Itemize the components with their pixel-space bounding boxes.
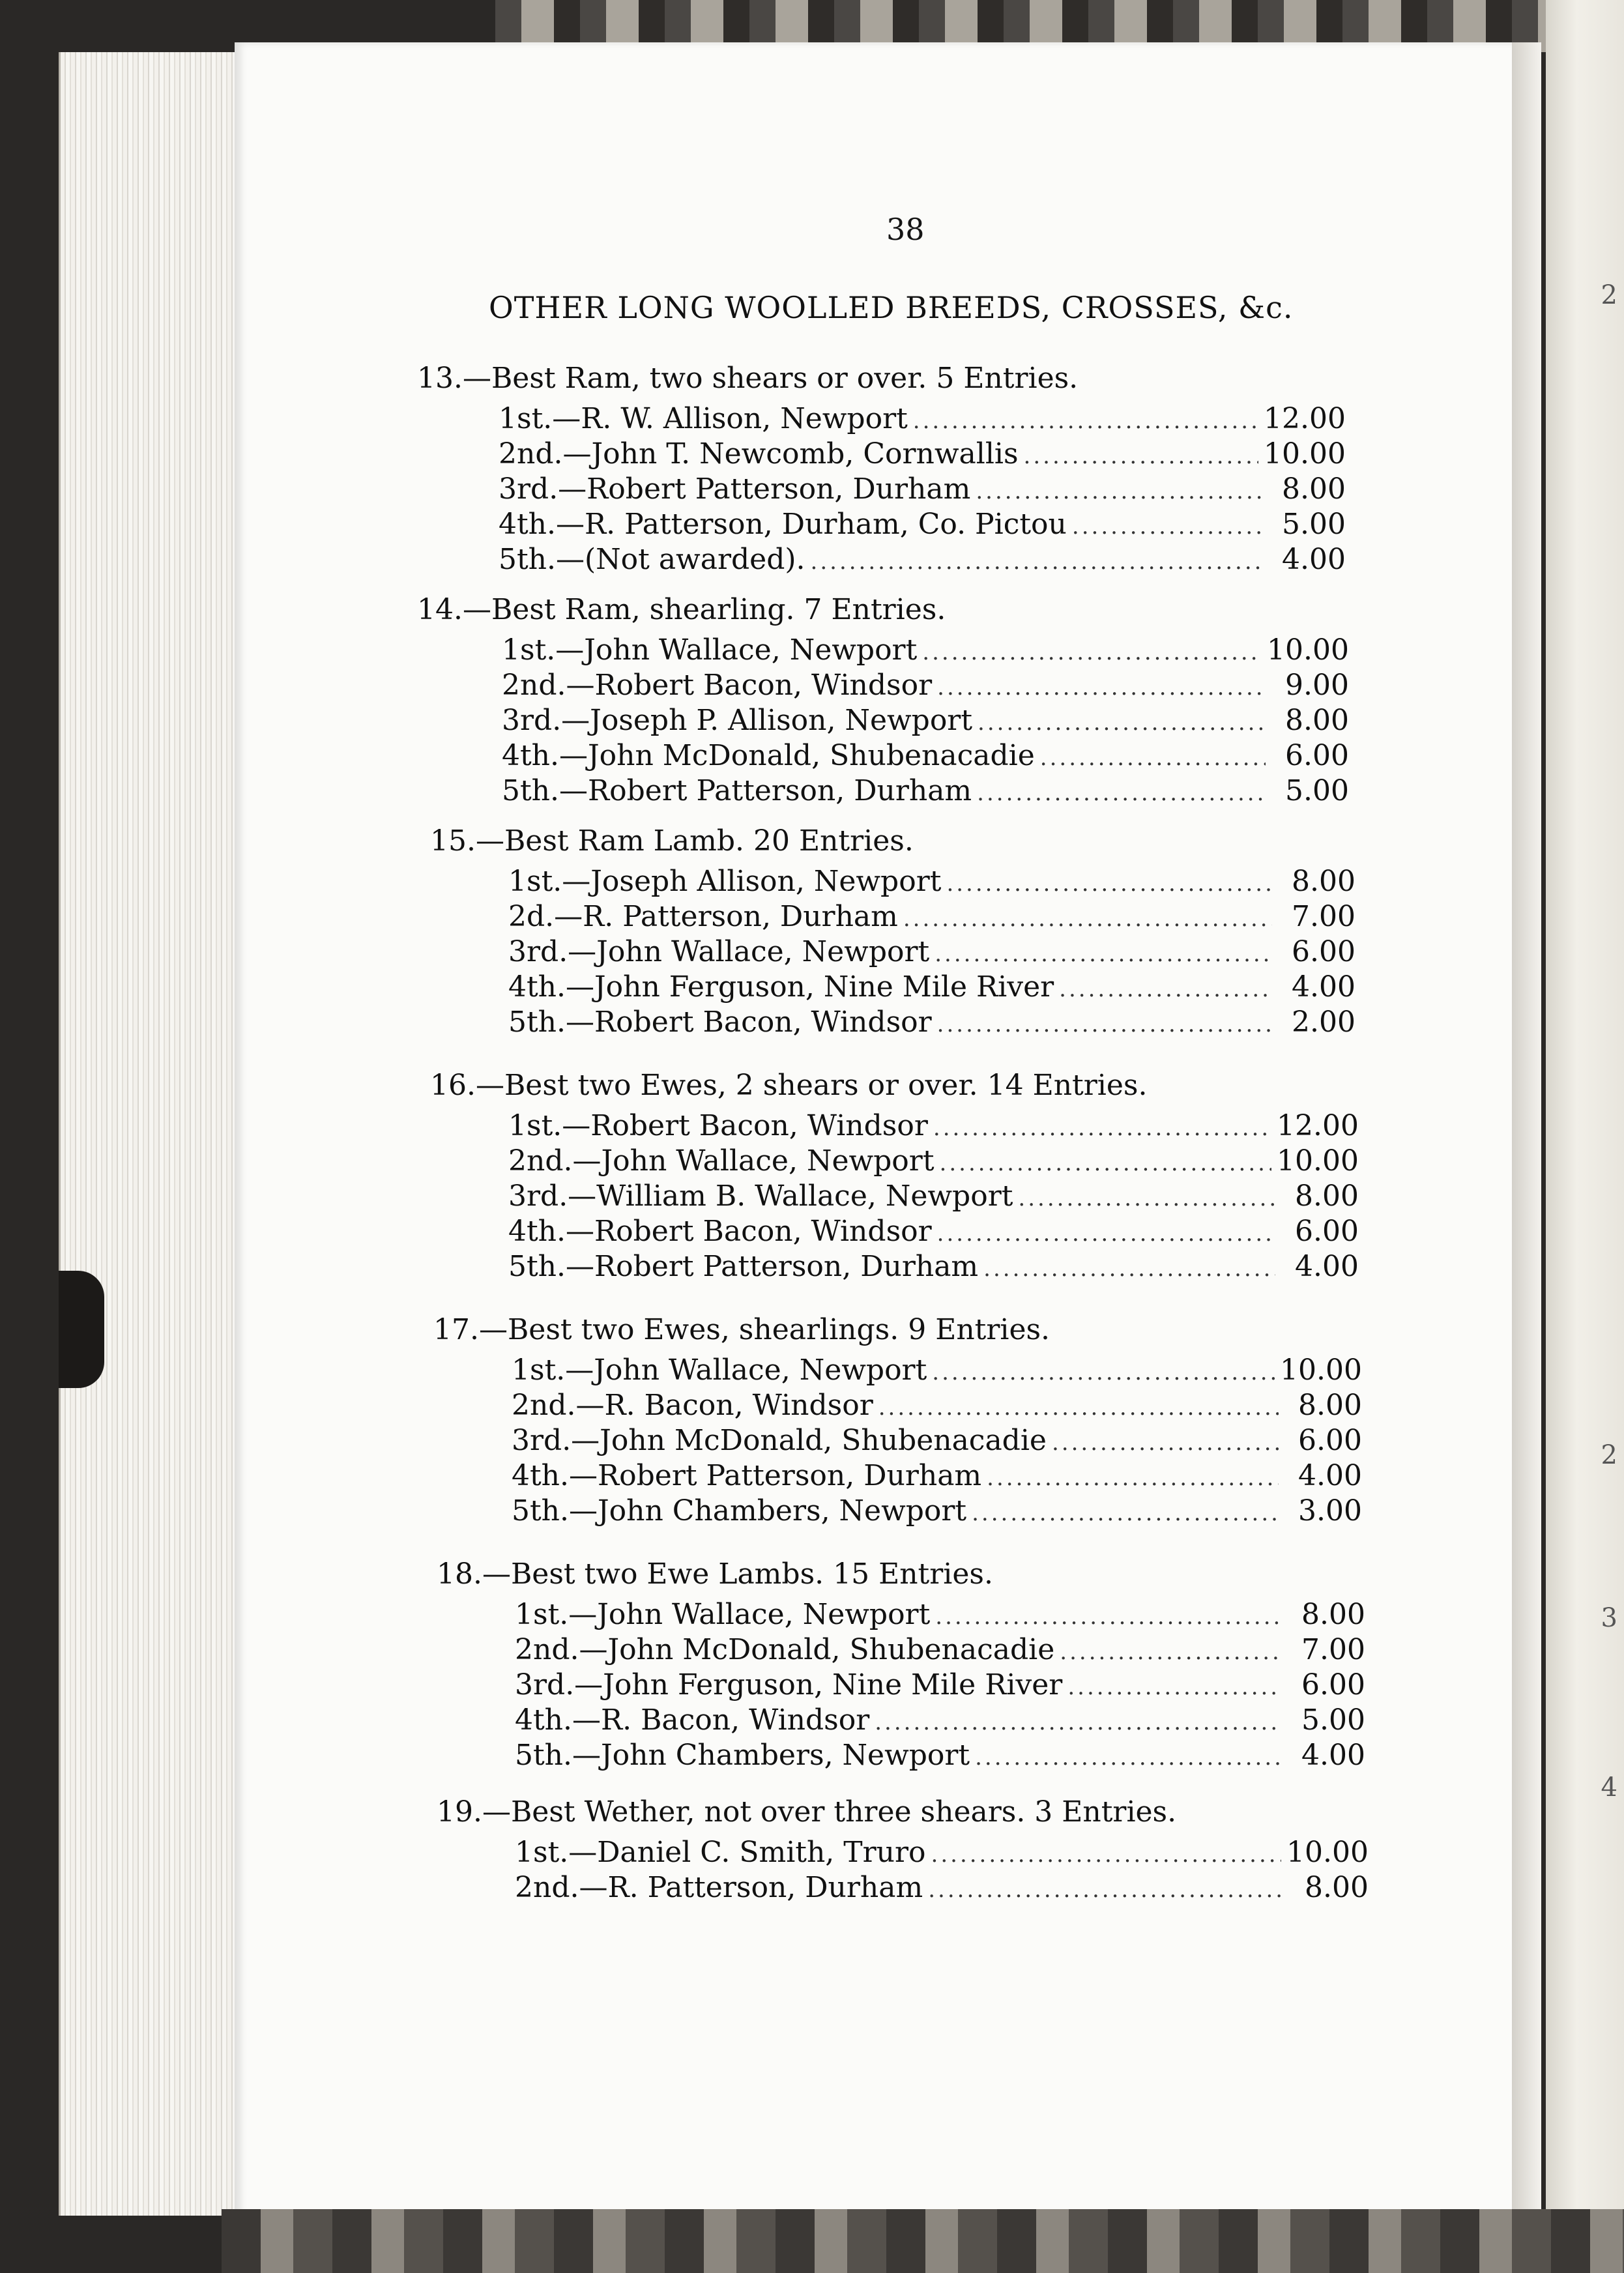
entry-amount: 6.00: [1298, 1424, 1362, 1457]
entry-winner: 1st.—John Wallace, Newport: [512, 1354, 927, 1387]
entry-amount: 7.00: [1292, 900, 1356, 933]
leader-dots: [975, 1745, 1282, 1771]
entry-winner: 2nd.—R. Patterson, Durham: [515, 1871, 923, 1904]
prize-entry: [508, 935, 1356, 968]
entry-winner: 5th.—Robert Patterson, Durham: [502, 774, 972, 807]
entry-amount: 10.00: [1264, 437, 1346, 471]
facing-page-edge: [1546, 0, 1624, 2273]
entry-winner: 2nd.—R. Bacon, Windsor: [512, 1389, 873, 1422]
leader-dots: [931, 1842, 1282, 1868]
entry-amount: 4.00: [1292, 970, 1356, 1004]
gutter-shadow: [1512, 42, 1541, 2219]
entry-amount: 8.00: [1301, 1598, 1365, 1631]
leader-dots: [933, 1115, 1271, 1141]
leader-dots: [932, 1359, 1275, 1385]
entry-amount: 4.00: [1301, 1739, 1365, 1772]
prize-entry: [512, 1389, 1362, 1422]
leader-dots: [1052, 1430, 1279, 1456]
entry-amount: 8.00: [1295, 1180, 1359, 1213]
leader-dots: [875, 1709, 1282, 1735]
leader-dots: [940, 1150, 1272, 1176]
entry-winner: 5th.—John Chambers, Newport: [515, 1739, 970, 1772]
prize-entry: [512, 1354, 1362, 1387]
entry-amount: 5.00: [1285, 774, 1349, 807]
leader-dots: [922, 639, 1262, 665]
entry-winner: 2nd.—Robert Bacon, Windsor: [502, 669, 933, 702]
section-title: 17.—Best two Ewes, shearlings. 9 Entries.: [433, 1313, 1051, 1346]
leader-dots: [878, 1395, 1279, 1421]
entry-winner: 1st.—John Wallace, Newport: [502, 633, 918, 667]
entry-winner: 3rd.—Joseph P. Allison, Newport: [502, 704, 973, 737]
entry-amount: 2.00: [1292, 1006, 1356, 1039]
leader-dots: [976, 478, 1262, 504]
entry-amount: 12.00: [1264, 402, 1346, 435]
margin-mark: 2: [1601, 1440, 1617, 1470]
section-title: 18.—Best two Ewe Lambs. 15 Entries.: [437, 1557, 993, 1591]
entry-winner: 1st.—Joseph Allison, Newport: [508, 865, 942, 898]
leader-dots: [935, 941, 1272, 967]
leader-dots: [1040, 745, 1266, 771]
entry-winner: 2d.—R. Patterson, Durham: [508, 900, 898, 933]
prize-entry: [499, 543, 1346, 576]
book-page-stack: [59, 52, 246, 2216]
prize-entry: [508, 1109, 1359, 1142]
page-stack-notch: [59, 1271, 104, 1388]
prize-entry: [508, 900, 1356, 933]
entry-winner: 4th.—R. Patterson, Durham, Co. Pictou: [499, 508, 1067, 541]
entry-amount: 4.00: [1298, 1459, 1362, 1492]
leader-dots: [946, 871, 1272, 897]
section-title: 15.—Best Ram Lamb. 20 Entries.: [430, 824, 914, 858]
prize-entry: [508, 1215, 1359, 1248]
prize-entry: [515, 1703, 1365, 1737]
entry-winner: 1st.—Robert Bacon, Windsor: [508, 1109, 928, 1142]
prize-entry: [499, 437, 1346, 471]
entry-amount: 6.00: [1292, 935, 1356, 968]
entry-winner: 5th.—(Not awarded).: [499, 543, 805, 576]
margin-mark: 3: [1601, 1603, 1617, 1633]
section-title: 14.—Best Ram, shearling. 7 Entries.: [417, 593, 946, 626]
prize-entry: [515, 1633, 1365, 1666]
prize-entry: [502, 669, 1349, 702]
leader-dots: [811, 549, 1262, 575]
entry-amount: 6.00: [1301, 1668, 1365, 1701]
leader-dots: [1067, 1674, 1282, 1700]
section-title: 16.—Best two Ewes, 2 shears or over. 14 Entries.: [430, 1069, 1148, 1102]
entry-amount: 8.00: [1282, 472, 1346, 506]
entry-amount: 9.00: [1285, 669, 1349, 702]
entry-amount: 7.00: [1301, 1633, 1365, 1666]
prize-entry: [508, 1180, 1359, 1213]
prize-entry: [515, 1871, 1369, 1904]
entry-amount: 8.00: [1285, 704, 1349, 737]
entry-amount: 4.00: [1282, 543, 1346, 576]
entry-winner: 4th.—John McDonald, Shubenacadie: [502, 739, 1035, 772]
leader-dots: [1060, 1639, 1282, 1665]
leader-dots: [1024, 443, 1258, 469]
entry-amount: 12.00: [1277, 1109, 1359, 1142]
prize-entry: [515, 1668, 1365, 1701]
entry-amount: 6.00: [1295, 1215, 1359, 1248]
prize-entry: [502, 774, 1349, 807]
background-cloth-bottom: [222, 2209, 1624, 2273]
entry-winner: 1st.—John Wallace, Newport: [515, 1598, 931, 1631]
entry-winner: 3rd.—John McDonald, Shubenacadie: [512, 1424, 1047, 1457]
entry-winner: 5th.—John Chambers, Newport: [512, 1494, 967, 1527]
entry-amount: 3.00: [1298, 1494, 1362, 1527]
entry-winner: 4th.—Robert Patterson, Durham: [512, 1459, 982, 1492]
leader-dots: [977, 780, 1266, 806]
prize-entry: [512, 1459, 1362, 1492]
prize-entry: [502, 633, 1349, 667]
prize-entry: [499, 402, 1346, 435]
entry-winner: 3rd.—Robert Patterson, Durham: [499, 472, 971, 506]
entry-winner: 2nd.—John McDonald, Shubenacadie: [515, 1633, 1055, 1666]
leader-dots: [1072, 514, 1262, 540]
entry-amount: 10.00: [1267, 633, 1349, 667]
prize-entry: [499, 472, 1346, 506]
entry-winner: 5th.—Robert Patterson, Durham: [508, 1250, 979, 1283]
margin-mark: 2: [1601, 280, 1617, 310]
entry-amount: 10.00: [1286, 1836, 1369, 1869]
leader-dots: [987, 1465, 1279, 1491]
prize-entry: [508, 1006, 1356, 1039]
entry-winner: 3rd.—William B. Wallace, Newport: [508, 1180, 1013, 1213]
prize-entry: [512, 1424, 1362, 1457]
leader-dots: [935, 1604, 1282, 1630]
entry-winner: 2nd.—John T. Newcomb, Cornwallis: [499, 437, 1019, 471]
section-title: 19.—Best Wether, not over three shears. 3 Entries.: [437, 1795, 1177, 1829]
section-title: 13.—Best Ram, two shears or over. 5 Entries.: [417, 362, 1079, 395]
entry-winner: 4th.—John Ferguson, Nine Mile River: [508, 970, 1054, 1004]
prize-entry: [515, 1598, 1365, 1631]
leader-dots: [903, 906, 1272, 932]
prize-entry: [508, 1250, 1359, 1283]
entry-winner: 1st.—R. W. Allison, Newport: [499, 402, 908, 435]
prize-entry: [502, 704, 1349, 737]
prize-entry: [508, 1144, 1359, 1178]
entry-amount: 6.00: [1285, 739, 1349, 772]
leader-dots: [1059, 976, 1272, 1002]
prize-entry: [515, 1739, 1365, 1772]
entry-winner: 4th.—Robert Bacon, Windsor: [508, 1215, 932, 1248]
entry-amount: 8.00: [1305, 1871, 1369, 1904]
entry-amount: 4.00: [1295, 1250, 1359, 1283]
entry-winner: 2nd.—John Wallace, Newport: [508, 1144, 935, 1178]
prize-entry: [515, 1836, 1369, 1869]
entry-amount: 10.00: [1280, 1354, 1362, 1387]
entry-winner: 5th.—Robert Bacon, Windsor: [508, 1006, 932, 1039]
leader-dots: [928, 1877, 1285, 1903]
entry-amount: 10.00: [1277, 1144, 1359, 1178]
prize-entry: [512, 1494, 1362, 1527]
leader-dots: [937, 1011, 1272, 1037]
entry-winner: 3rd.—John Wallace, Newport: [508, 935, 930, 968]
entry-winner: 1st.—Daniel C. Smith, Truro: [515, 1836, 926, 1869]
leader-dots: [978, 710, 1266, 736]
entry-winner: 3rd.—John Ferguson, Nine Mile River: [515, 1668, 1063, 1701]
entry-amount: 5.00: [1282, 508, 1346, 541]
leader-dots: [913, 408, 1258, 434]
entry-amount: 8.00: [1292, 865, 1356, 898]
prize-entry: [502, 739, 1349, 772]
leader-dots: [983, 1256, 1275, 1282]
prize-entry: [499, 508, 1346, 541]
prize-entry: [508, 865, 1356, 898]
entry-winner: 4th.—R. Bacon, Windsor: [515, 1703, 870, 1737]
margin-mark: 4: [1601, 1773, 1617, 1802]
leader-dots: [972, 1500, 1279, 1526]
page-heading: OTHER LONG WOOLLED BREEDS, CROSSES, &c.: [489, 290, 1294, 325]
leader-dots: [937, 1221, 1275, 1247]
entry-amount: 8.00: [1298, 1389, 1362, 1422]
leader-dots: [1018, 1185, 1275, 1211]
entry-amount: 5.00: [1301, 1703, 1365, 1737]
prize-entry: [508, 970, 1356, 1004]
page-number: 38: [886, 212, 925, 247]
leader-dots: [937, 674, 1266, 701]
